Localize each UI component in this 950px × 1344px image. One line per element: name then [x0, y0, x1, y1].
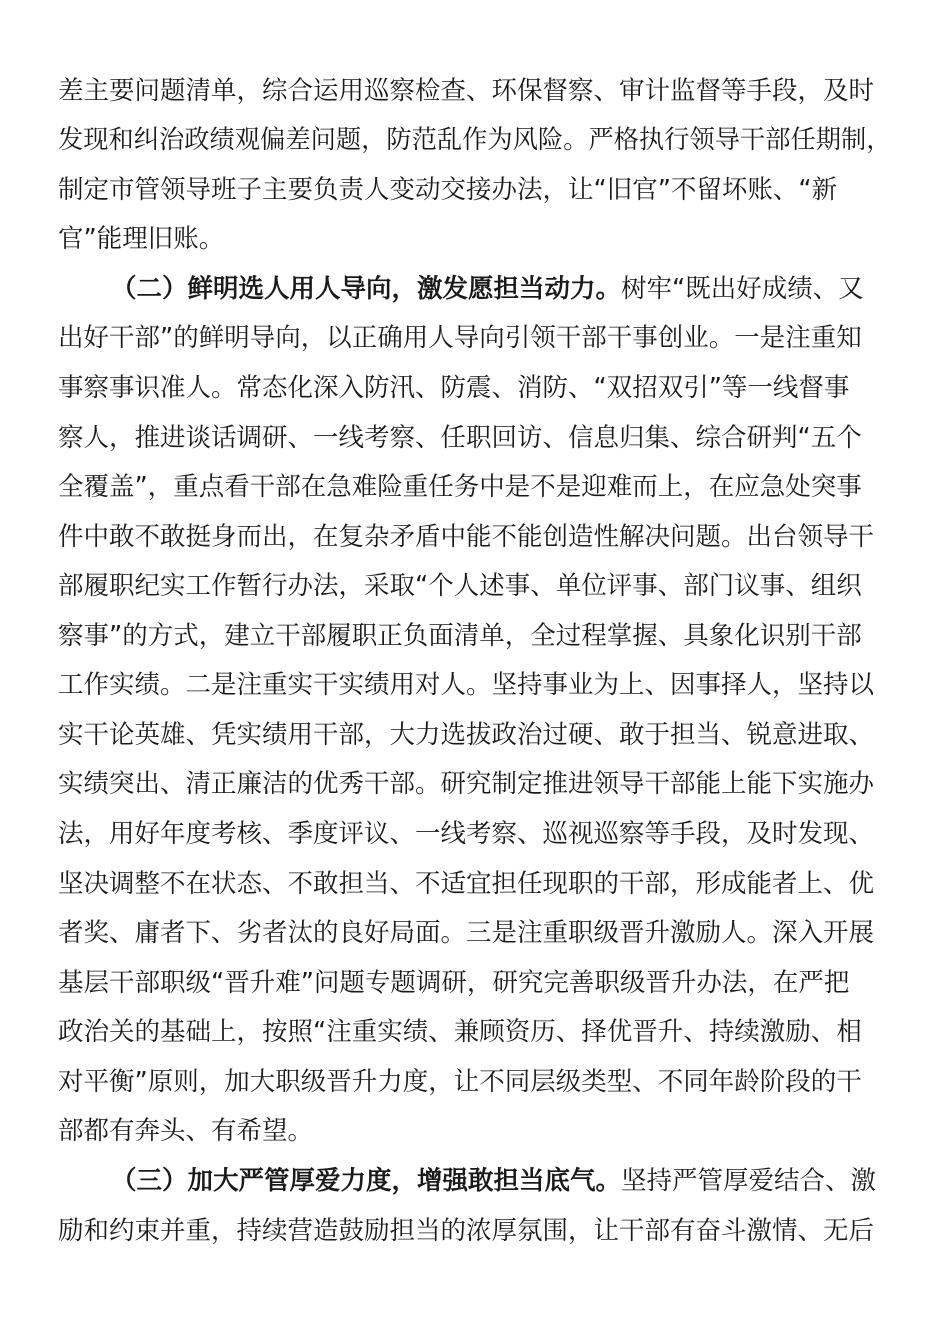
- line-text: 察事”的方式，建立干部履职正负面清单，全过程掌握、具象化识别干部: [58, 621, 862, 651]
- line-text: 者奖、庸者下、劣者汰的良好局面。三是注重职级晋升激励人。深入开展: [58, 918, 875, 948]
- line-text: 部都有奔头、有希望。: [58, 1116, 314, 1146]
- line-text: 差主要问题清单，综合运用巡察检查、环保督察、审计监督等手段，及时: [58, 76, 875, 106]
- text-line: [58, 170, 837, 210]
- line-text: 基层干部职级“晋升难”问题专题调研，研究完善职级晋升办法，在严把: [58, 968, 850, 998]
- text-line: [58, 665, 874, 705]
- text-line: [58, 1012, 862, 1052]
- text-line: [58, 418, 862, 458]
- line-text: 实干论英雄、凭实绩用干部，大力选拔政治过硬、敢于担当、锐意进取、: [58, 720, 875, 750]
- line-text: 制定市管领导班子主要负责人变动交接办法，让“旧官”不留坏账、“新: [58, 175, 838, 205]
- line-text: 全覆盖”，重点看干部在急难险重任务中是不是迎难而上，在应急处突事: [58, 472, 862, 502]
- line-text: 部履职纪实工作暂行办法，采取“个人述事、单位评事、部门议事、组织: [58, 571, 862, 601]
- text-line: [58, 71, 874, 111]
- text-line: [58, 715, 874, 755]
- text-line: [58, 368, 849, 408]
- section-heading: （二）鲜明选人用人导向，激发愿担当动力。: [111, 274, 622, 304]
- text-line: [58, 616, 862, 656]
- line-text: 实绩突出、清正廉洁的优秀干部。研究制定推进领导干部能上能下实施办: [58, 769, 875, 799]
- text-line: [58, 913, 874, 953]
- section-heading-line: [111, 269, 864, 309]
- line-text: 法，用好年度考核、季度评议、一线考察、巡视巡察等手段，及时发现、: [58, 819, 875, 849]
- line-text: 对平衡”原则，加大职级晋升力度，让不同层级类型、不同年龄阶段的干: [58, 1067, 862, 1097]
- text-line: [58, 467, 862, 507]
- text-line: [58, 764, 874, 804]
- line-text: 事察事识准人。常态化深入防汛、防震、消防、“双招双引”等一线督事: [58, 373, 850, 403]
- line-text: 察人，推进谈话调研、一线考察、任职回访、信息归集、综合研判“五个: [58, 423, 862, 453]
- line-text: 坚决调整不在状态、不敢担当、不适宜担任现职的干部，形成能者上、优: [58, 869, 875, 899]
- line-text: 件中敢不敢挺身而出，在复杂矛盾中能不能创造性解决问题。出台领导干: [58, 522, 875, 552]
- text-line: [58, 318, 862, 358]
- line-text: 工作实绩。二是注重实干实绩用对人。坚持事业为上、因事择人，坚持以: [58, 670, 875, 700]
- text-line: [58, 219, 224, 259]
- line-text: 出好干部”的鲜明导向，以正确用人导向引领干部干事创业。一是注重知: [58, 323, 862, 353]
- text-line: [58, 814, 874, 854]
- line-text: 官”能理旧账。: [58, 224, 225, 254]
- line-text: 树牢“既出好成绩、又: [621, 274, 864, 304]
- line-text: 励和约束并重，持续营造鼓励担当的浓厚氛围，让干部有奋斗激情、无后: [58, 1216, 875, 1246]
- text-line: [58, 120, 892, 160]
- line-text: 坚持严管厚爱结合、激: [621, 1166, 877, 1196]
- text-line: [58, 1211, 874, 1251]
- line-text: 发现和纠治政绩观偏差问题，防范乱作为风险。严格执行领导干部任期制，: [58, 125, 892, 155]
- text-line: [58, 566, 862, 606]
- text-line: [58, 1111, 313, 1151]
- text-line: [58, 517, 874, 557]
- section-heading-line: [111, 1161, 876, 1201]
- line-text: 政治关的基础上，按照“注重实绩、兼顾资历、择优晋升、持续激励、相: [58, 1017, 862, 1047]
- section-heading: （三）加大严管厚爱力度，增强敢担当底气。: [111, 1166, 622, 1196]
- text-line: [58, 963, 849, 1003]
- text-line: [58, 864, 874, 904]
- text-line: [58, 1062, 862, 1102]
